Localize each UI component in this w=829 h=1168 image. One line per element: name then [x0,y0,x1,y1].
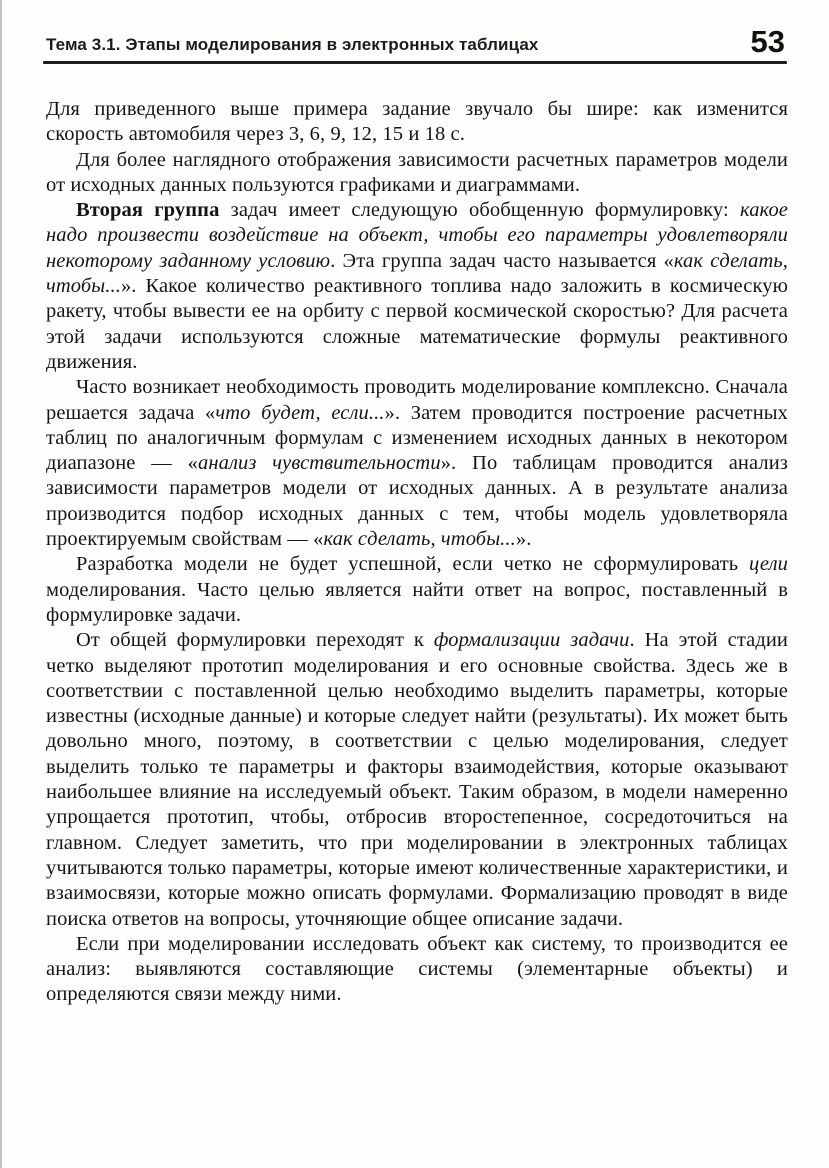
paragraph [46,375,788,552]
text-run: ». [515,528,532,551]
text-run: ». По таблицам проводится анализ зависимости параметров модели от исходных данных. А в результате анализа производится подбор исходных данных с тем, чтобы модель удовлетворяла проектируемым свойствам — « [46,452,788,551]
scan-edge-line [0,0,2,1168]
text-run: моделирования. Часто целью является найти ответ на вопрос, поставленный в формулировке задачи. [46,578,788,626]
text-run: что будет, если... [215,401,385,424]
paragraph [46,148,788,199]
paragraph [46,932,788,1008]
text-run: как сделать, чтобы... [323,528,516,551]
text-run: Часто возникает необходимость проводить моделирование комплексно. Сначала решается задача « [46,376,788,424]
text-run: Для более наглядного отображения зависимости расчетных параметров модели от исходных данных пользуются графиками и диаграммами. [46,148,788,196]
text-run: задач имеет следующую обобщенную формулировку: [219,199,741,222]
text-run: какое надо произвести воздействие на объект, чтобы его параметры удовлетворяли некоторому заданному условию [46,199,789,272]
text-run: Для приведенного выше примера задание звучало бы шире: как изменится скорость автомобиля через 3, 6, 9, 12, 15 и 18 с. [46,98,788,146]
text-run: формализации задачи [433,629,630,652]
paragraph [46,97,788,148]
paragraph [46,628,788,932]
text-run: . Эта группа задач часто называется « [330,249,674,272]
page-number: 53 [750,24,785,59]
running-title: Тема 3.1. Этапы моделирования в электронных таблицах [46,35,539,54]
page-header [46,26,785,57]
text-run: . На этой стадии четко выделяют прототип моделирования и его основные свойства. Здесь же в соответствии с поставленной целью необходимо выделить параметры, которые известны (исходные данные) и которые следует найти (результаты). Их может быть довольно много, поэтому, в соответствии с целью моделирования, следует выделить только те параметры и факторы взаимодействия, которые оказывают наибольшее влияние на исследуемый объект. Таким образом, в модели намеренно упрощается прототип, чтобы, отбросив второстепенное, сосредоточиться на главном. Следует заметить, что при моделировании в электронных таблицах учитываются только параметры, которые имеют количественные характеристики, и взаимосвязи, которые можно описать формулами. Формализацию проводят в виде поиска ответов на вопросы, уточняющие общее описание задачи. [46,629,788,930]
text-run: Разработка модели не будет успешной, если четко не сформулировать [76,553,750,576]
text-run: ». Затем проводится построение расчетных таблиц по аналогичным формулам с изменением исходных данных в некотором диапазоне — « [46,401,788,475]
paragraph [46,198,788,375]
text-run: ». Какое количество реактивного топлива надо заложить в космическую ракету, чтобы вывести ее на орбиту с первой космической скоростью? Для расчета этой задачи используются сложные математические формулы реактивного движения. [46,275,788,373]
header-rule [43,61,787,64]
text-run: Если при моделировании исследовать объект как систему, то производится ее анализ: выявляются составляющие системы (элементарные объекты) и определяются связи между ними. [46,932,788,1006]
paragraph [46,552,788,628]
body-text [46,97,788,1008]
text-run: анализ чувствительности [198,452,441,475]
text-run: От общей формулировки переходят к [76,629,434,652]
text-run: цели [749,553,788,576]
text-run: как сделать, чтобы... [46,249,788,298]
text-run: Вторая группа [76,199,220,222]
